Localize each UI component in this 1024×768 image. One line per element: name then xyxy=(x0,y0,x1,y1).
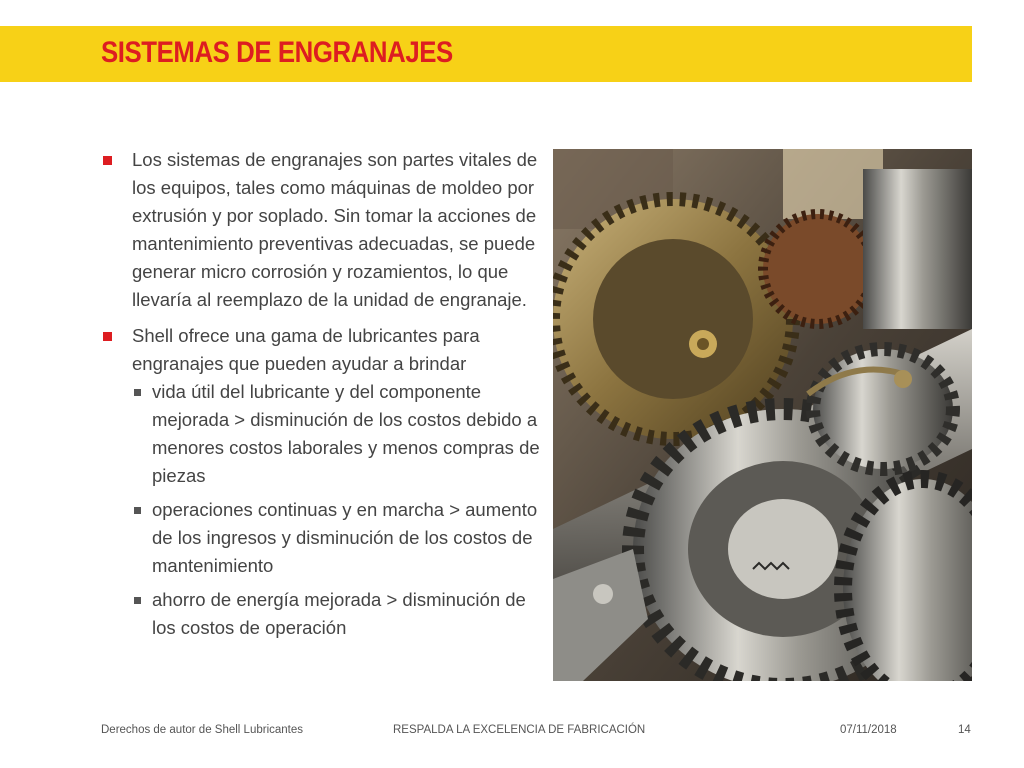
sub-bullet-item xyxy=(101,586,541,642)
bullet-item xyxy=(101,322,541,642)
footer-page-number: 14 xyxy=(958,724,971,736)
gray-square-bullet-icon xyxy=(134,389,141,396)
footer-date: 07/11/2018 xyxy=(840,724,897,736)
slide-title: SISTEMAS DE ENGRANAJES xyxy=(101,36,453,69)
footer-copyright: Derechos de autor de Shell Lubricantes xyxy=(101,724,304,736)
sub-bullet-item xyxy=(101,496,541,580)
bullet-text: Los sistemas de engranajes son partes vitales de los equipos, tales como máquinas de moldeo por extrusión y por soplado. Sin tomar la acciones de mantenimiento preventivas adecuadas, se puede generar micro corrosión y rozamientos, lo que llevaría al reemplazo de la unidad de engranaje. xyxy=(132,149,538,310)
gear-assembly-photo xyxy=(553,149,972,681)
bullet-text: Shell ofrece una gama de lubricantes para engranajes que pueden ayudar a brindar xyxy=(132,325,480,374)
slide-content xyxy=(101,146,541,650)
sub-bullet-text: ahorro de energía mejorada > disminución de los costos de operación xyxy=(152,589,526,638)
red-square-bullet-icon xyxy=(103,332,112,341)
sub-bullet-list xyxy=(132,378,541,642)
bullet-item xyxy=(101,146,541,314)
red-square-bullet-icon xyxy=(103,156,112,165)
sub-bullet-text: operaciones continuas y en marcha > aumento de los ingresos y disminución de los costos de mantenimiento xyxy=(152,499,538,576)
footer-tagline: RESPALDA LA EXCELENCIA DE FABRICACIÓN xyxy=(393,724,646,736)
sub-bullet-item xyxy=(101,378,541,490)
sub-bullet-text: vida útil del lubricante y del componente mejorada > disminución de los costos debido a menores costos laborales y menos compras de piezas xyxy=(152,381,540,486)
gray-square-bullet-icon xyxy=(134,597,141,604)
bullet-list xyxy=(101,146,541,642)
gray-square-bullet-icon xyxy=(134,507,141,514)
